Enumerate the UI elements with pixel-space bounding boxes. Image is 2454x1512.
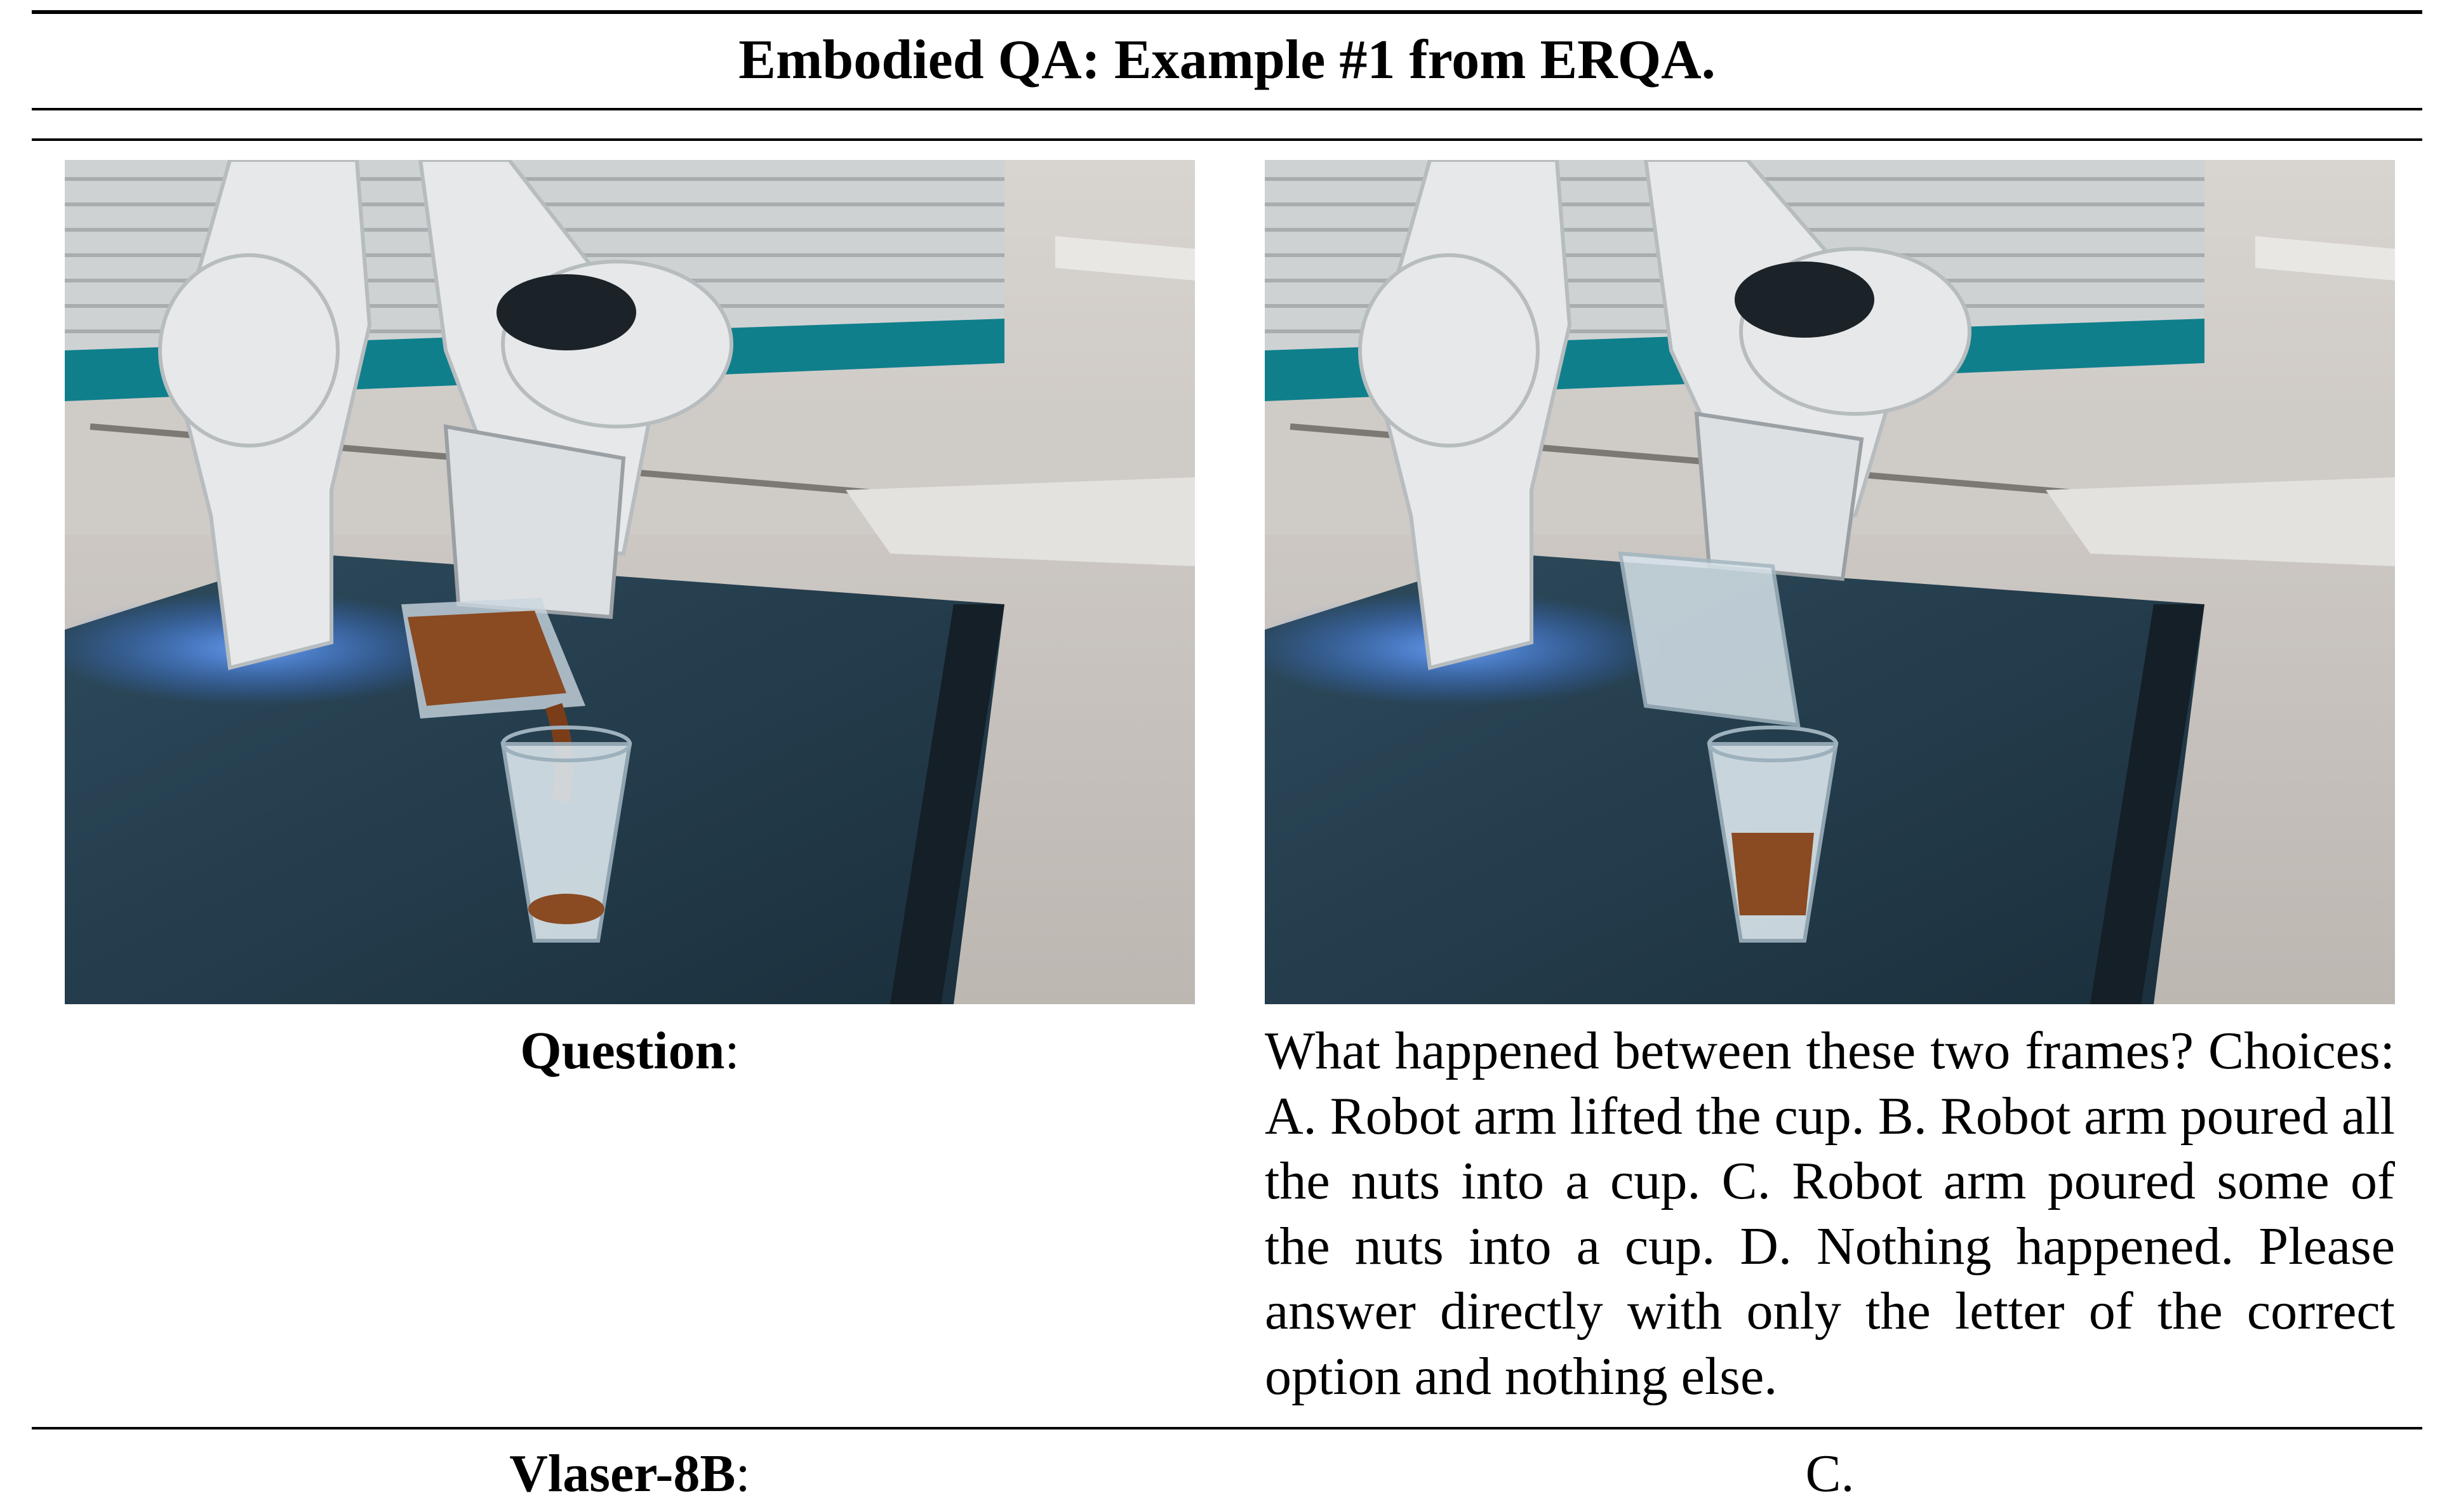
question-label-text: Question [520,1021,725,1080]
question-text: What happened between these two frames? Choices: A. Robot arm lifted the cup. B. Robot arm poured all the nuts into a cup. C. Robot arm poured some of the nuts into a cup. D. Nothing happened. Please answer directly with only the letter of the correct option and nothing else. [1265,1021,2395,1406]
robot-frame-1-image [65,160,1195,1004]
model-label-colon: : [735,1444,750,1503]
model-label [65,1442,1195,1506]
model-label-text: Vlaser-8B [509,1444,736,1503]
question-label [65,1019,1195,1084]
model-answer: C. [1805,1444,1855,1503]
question-label-colon: : [724,1021,740,1080]
answer-rule [32,1427,2422,1429]
title-rule-1 [32,108,2422,110]
top-rule [32,10,2422,14]
figure-title: Embodied QA: Example #1 from ERQA. [738,29,1716,91]
title-rule-2 [32,138,2422,141]
robot-frame-2-image [1265,160,2395,1004]
